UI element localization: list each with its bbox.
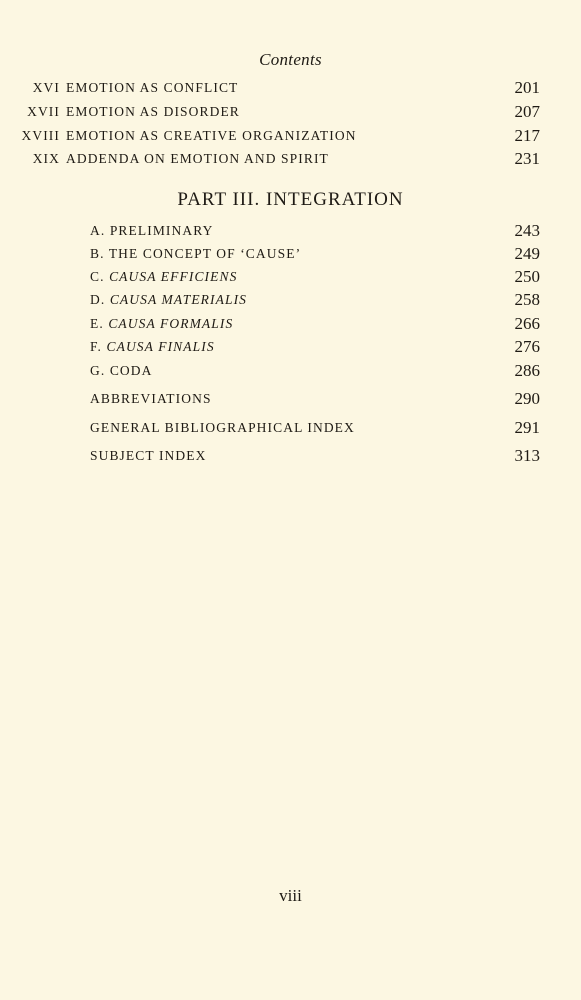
page-number: 249 xyxy=(514,244,540,263)
section-title: CAUSA EFFICIENS xyxy=(109,269,238,284)
toc-entry-chapter-xvii xyxy=(0,104,581,124)
entry-title: GENERAL BIBLIOGRAPHICAL INDEX xyxy=(90,420,355,435)
page-number: 217 xyxy=(514,126,540,145)
page-number: 243 xyxy=(514,221,540,240)
toc-entry-subject-index xyxy=(0,448,581,468)
page-number: 231 xyxy=(514,149,540,168)
toc-entry-section-g xyxy=(0,363,581,383)
toc-entry-section-c xyxy=(0,269,581,289)
chapter-title: EMOTION AS CREATIVE ORGANIZATION xyxy=(66,128,357,143)
toc-entry-abbreviations xyxy=(0,391,581,411)
entry-title: SUBJECT INDEX xyxy=(90,448,207,463)
page-number: 207 xyxy=(514,102,540,121)
section-title: CODA xyxy=(109,363,153,378)
toc-entry-section-a xyxy=(0,223,581,243)
page-number: 286 xyxy=(514,361,540,380)
page-number: 201 xyxy=(514,78,540,97)
page-number: 290 xyxy=(514,389,540,408)
section-letter: D. xyxy=(90,292,106,307)
page-number: 266 xyxy=(514,314,540,333)
page-folio: viii xyxy=(279,886,302,905)
part-heading: PART III. INTEGRATION xyxy=(177,189,404,210)
section-letter: E. xyxy=(90,316,104,331)
toc-entry-section-e xyxy=(0,316,581,336)
section-letter: G. xyxy=(90,363,106,378)
toc-entry-section-f xyxy=(0,339,581,359)
page-number: 250 xyxy=(514,267,540,286)
section-letter: B. xyxy=(90,246,105,261)
toc-entry-chapter-xviii xyxy=(0,128,581,148)
chapter-title: EMOTION AS DISORDER xyxy=(66,104,240,119)
page-number: 313 xyxy=(514,446,540,465)
section-letter: C. xyxy=(90,269,105,284)
section-letter: F. xyxy=(90,339,103,354)
page-number: 291 xyxy=(514,418,540,437)
chapter-title: ADDENDA ON EMOTION AND SPIRIT xyxy=(66,151,329,166)
section-title: PRELIMINARY xyxy=(109,223,214,238)
running-header: Contents xyxy=(259,50,322,69)
entry-title: ABBREVIATIONS xyxy=(90,391,212,406)
toc-entry-section-d xyxy=(0,292,581,312)
section-title: THE CONCEPT OF ‘CAUSE’ xyxy=(108,246,302,261)
page-number: 276 xyxy=(514,337,540,356)
chapter-number: XVII xyxy=(27,104,60,119)
toc-entry-bibliographical-index xyxy=(0,420,581,440)
section-title: CAUSA MATERIALIS xyxy=(109,292,248,307)
toc-entry-section-b xyxy=(0,246,581,266)
toc-entry-chapter-xix xyxy=(0,151,581,171)
toc-entry-chapter-xvi xyxy=(0,80,581,100)
section-title: CAUSA FINALIS xyxy=(106,339,215,354)
section-letter: A. xyxy=(90,223,106,238)
section-title: CAUSA FORMALIS xyxy=(108,316,234,331)
page-number: 258 xyxy=(514,290,540,309)
chapter-title: EMOTION AS CONFLICT xyxy=(66,80,239,95)
chapter-number: XVI xyxy=(32,80,60,95)
chapter-number: XIX xyxy=(32,151,60,166)
chapter-number: XVIII xyxy=(21,128,60,143)
